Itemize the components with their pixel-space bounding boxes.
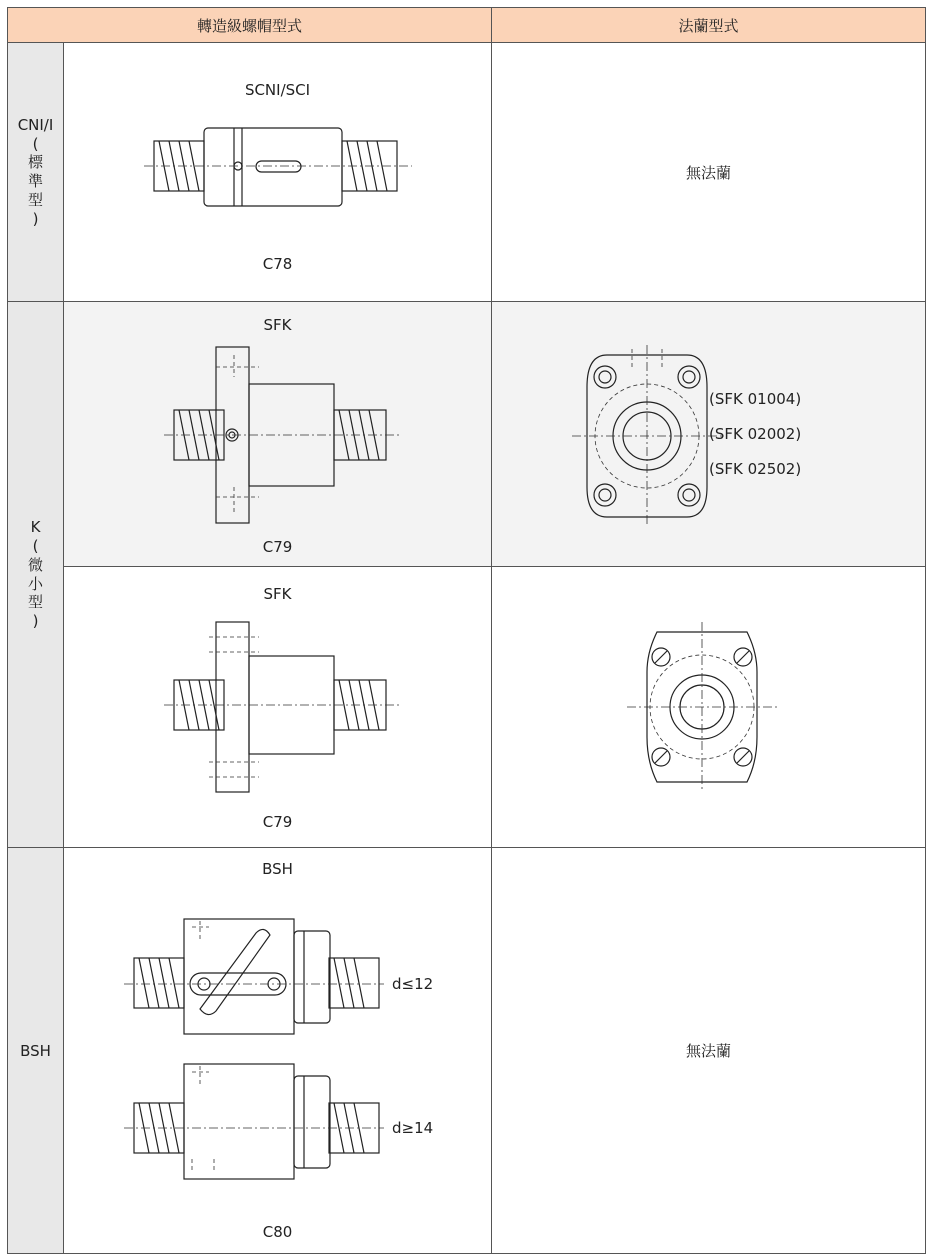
code-label-c80: C80 (262, 1223, 293, 1241)
code-label-c79-a: C79 (262, 538, 293, 556)
model-label-sfk-b: SFK (263, 585, 292, 603)
cell-bsh-drawing (64, 848, 492, 1254)
cell-sfk-a-flange (492, 302, 926, 567)
bsh-nut-drawing-large (124, 1058, 384, 1188)
sfk-code-02002: (SFK 02002) (709, 425, 802, 443)
sfk-code-02502: (SFK 02502) (709, 460, 802, 478)
code-label-c78: C78 (262, 255, 293, 273)
cell-sfk-b-drawing (64, 567, 492, 848)
scni-nut-drawing (144, 108, 414, 228)
header-nut-type: 轉造級螺帽型式 (8, 8, 492, 43)
row-label-cni: CNI/I ( 標 準 型 ) (8, 43, 64, 302)
no-flange-text-bsh: 無法蘭 (686, 1042, 732, 1060)
row-label-bsh: BSH (8, 848, 64, 1254)
diameter-label-large: d≥14 (392, 1119, 434, 1137)
bsh-nut-drawing-small (124, 913, 384, 1043)
sfk-flange-drawing-a (577, 347, 717, 527)
diameter-label-small: d≤12 (392, 975, 434, 993)
cell-cni-drawing (64, 43, 492, 302)
model-label-bsh: BSH (262, 860, 293, 878)
nut-type-table (7, 7, 926, 1254)
sfk-nut-drawing-a (164, 347, 404, 527)
cell-sfk-b-flange (492, 567, 926, 848)
row-label-k: K ( 微 小 型 ) (8, 302, 64, 848)
code-label-c79-b: C79 (262, 813, 293, 831)
no-flange-text: 無法蘭 (686, 163, 732, 182)
sfk-nut-drawing-b (164, 622, 404, 802)
sfk-code-01004: (SFK 01004) (709, 390, 802, 408)
cell-cni-flange (492, 43, 926, 302)
sfk-flange-drawing-b (637, 622, 777, 792)
sfk-code-list (709, 382, 801, 487)
header-flange-type: 法蘭型式 (492, 8, 926, 43)
cell-bsh-flange (492, 848, 926, 1254)
cell-sfk-a-drawing (64, 302, 492, 567)
model-label-scni: SCNI/SCI (244, 81, 311, 99)
model-label-sfk-a: SFK (263, 316, 292, 334)
